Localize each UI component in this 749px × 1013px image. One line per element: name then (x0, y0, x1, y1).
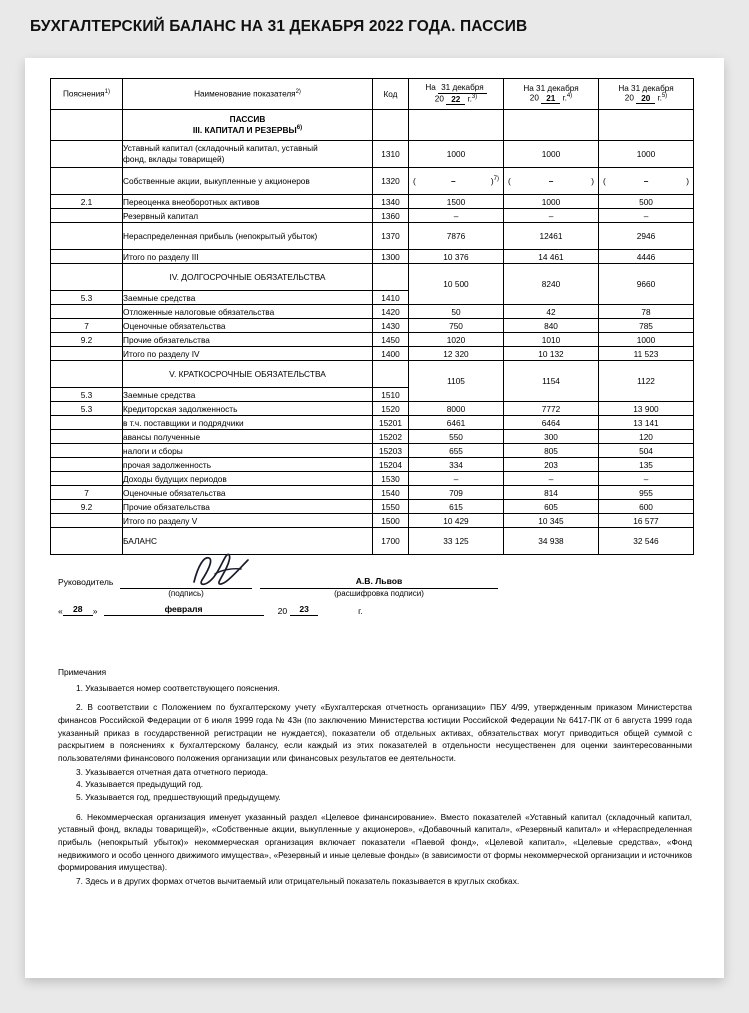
year-suffix: г. (358, 606, 363, 616)
cell-explanation: 5.3 (51, 388, 123, 402)
cell-code-spacer (373, 110, 409, 141)
notes-heading: Примечания (58, 667, 107, 677)
cell-code: 1520 (373, 402, 409, 416)
cell-code: 15202 (373, 430, 409, 444)
cell-explanation (51, 264, 123, 291)
cell-value-2: 42 (504, 305, 599, 319)
table-row (51, 472, 694, 486)
header-date-col-3: На 31 декабря 20 20 г.$^{5)}$ (599, 79, 694, 110)
cell-value-3: ( – ) (599, 168, 694, 195)
cell-indicator-name: Отложенные налоговые обязательства (123, 305, 373, 319)
cell-explanation (51, 250, 123, 264)
cell-value-2: 300 (504, 430, 599, 444)
section-3-title: III. КАПИТАЛ И РЕЗЕРВЫ$^{6)}$ (192, 124, 303, 135)
day-field[interactable]: 28 (63, 604, 93, 616)
note-2: 2. В соответствии с Положением по бухгалтерскому учету «Бухгалтерская отчетность организации» ПБУ 4/99, утвержденным приказом Министерства финансов Российской Федерации от 6 июля 1999 года № 43н (по заключению Министерства юстиции Российской Федерации № 6417-ПК от 6 августа 1999 года указанный приказ в государственной регистрации не нуждается), показатели об отдельных активах, обязательствах могут приводиться общей суммой с раскрытием в пояснениях к бухгалтерскому балансу, если каждый из этих показателей в отдельности несущественен для оценки заинтересованными пользователями финансового положения организации или финансовых результатов ее деятельности. (58, 702, 692, 764)
cell-code: 1340 (373, 195, 409, 209)
month-field[interactable]: февраля (104, 604, 264, 616)
cell-explanation (51, 141, 123, 168)
cell-indicator-name: авансы полученные (123, 430, 373, 444)
cell-code: 1320 (373, 168, 409, 195)
quote-open: « (58, 606, 63, 616)
cell-code: 1370 (373, 223, 409, 250)
cell-value-1: 334 (409, 458, 504, 472)
note-6: 6. Некоммерческая организация именует указанный раздел «Целевое финансирование». Вместо показателей «Уставный капитал (складочный капитал, уставный фонд, вклады товарищей)», «Собственные акции, выкупленные у акционеров», «Добавочный капитал», «Резервный капитал» и «Нераспределенная прибыль (непокрытый убыток)» некоммерческая организация включает показатели «Паевой фонд», «Целевой капитал», «Целевые средства», «Фонд недвижимого и особо ценного движимого имущества», «Резервный и иные целевые фонды» (в зависимости от формы некоммерческой организации и источников формирования имущества). (58, 811, 693, 873)
cell-indicator-name: Кредиторская задолженность (123, 402, 373, 416)
cell-indicator-name: Собственные акции, выкупленные у акционеров (123, 168, 373, 195)
cell-explanation (51, 472, 123, 486)
cell-explanation (51, 361, 123, 388)
cell-explanation (51, 458, 123, 472)
handwritten-signature-icon (188, 552, 258, 588)
cell-value-2: 12461 (504, 223, 599, 250)
cell-value-3: 11 523 (599, 347, 694, 361)
table-row (51, 416, 694, 430)
cell-indicator-name: Оценочные обязательства (123, 319, 373, 333)
cell-value-2: 1010 (504, 333, 599, 347)
cell-code: 15204 (373, 458, 409, 472)
cell-code: 1360 (373, 209, 409, 223)
cell-indicator-name: Прочие обязательства (123, 500, 373, 514)
year-prefix: 20 (277, 606, 288, 616)
note-7: 7. Здесь и в других формах отчетов вычитаемый или отрицательный показатель показывается в круглых скобках. (76, 876, 520, 887)
cell-value-1: 550 (409, 430, 504, 444)
table-row (51, 458, 694, 472)
cell-value-3: 16 577 (599, 514, 694, 528)
cell-value-2: 34 938 (504, 528, 599, 555)
notes-section (58, 666, 692, 888)
signature-name-line (260, 566, 498, 589)
cell-explanation (51, 444, 123, 458)
table-row (51, 195, 694, 209)
caption-spacer (58, 589, 120, 598)
table-row (51, 528, 694, 555)
cell-value-1: 615 (409, 500, 504, 514)
cell-value-3: 13 900 (599, 402, 694, 416)
table-header (51, 79, 694, 110)
cell-code: 1300 (373, 250, 409, 264)
cell-indicator-name: Переоценка внеоборотных активов (123, 195, 373, 209)
cell-value-spacer-1 (409, 110, 504, 141)
section-4-title: IV. ДОЛГОСРОЧНЫЕ ОБЯЗАТЕЛЬСТВА (123, 264, 373, 291)
cell-value-3: 78 (599, 305, 694, 319)
cell-value-2: 14 461 (504, 250, 599, 264)
cell-value-1: 10 500 (409, 264, 504, 305)
cell-indicator-name: Итого по разделу III (123, 250, 373, 264)
cell-value-3: 1122 (599, 361, 694, 402)
cell-value-2: 1000 (504, 141, 599, 168)
cell-code: 15203 (373, 444, 409, 458)
cell-value-1: – (409, 209, 504, 223)
cell-value-1: 50 (409, 305, 504, 319)
cell-code: 1430 (373, 319, 409, 333)
cell-value-1: 1105 (409, 361, 504, 402)
cell-code: 1420 (373, 305, 409, 319)
cell-value-2: 1000 (504, 195, 599, 209)
table-row (51, 209, 694, 223)
table-row (51, 500, 694, 514)
passiv-label: ПАССИВ (229, 114, 266, 125)
cell-code: 15201 (373, 416, 409, 430)
table-row (51, 264, 694, 291)
cell-value-2: – (504, 209, 599, 223)
header-explanations: Пояснения$^{1)}$ (51, 79, 123, 110)
cell-value-1: ( – )$^{7)}$ (409, 168, 504, 195)
table-row (51, 486, 694, 500)
name-caption: (расшифровка подписи) (334, 589, 424, 598)
cell-value-3: 9660 (599, 264, 694, 305)
signature-role-label: Руководитель (58, 577, 114, 587)
cell-value-3: 120 (599, 430, 694, 444)
cell-indicator-name: Заемные средства (123, 388, 373, 402)
cell-indicator-name: прочая задолженность (123, 458, 373, 472)
cell-value-1: 1500 (409, 195, 504, 209)
table-row (51, 430, 694, 444)
cell-explanation (51, 347, 123, 361)
cell-value-spacer-3 (599, 110, 694, 141)
cell-explanation: 2.1 (51, 195, 123, 209)
signature-block (58, 566, 678, 616)
cell-value-2: 1154 (504, 361, 599, 402)
cell-value-2: ( – ) (504, 168, 599, 195)
table-row (51, 168, 694, 195)
cell-indicator-name: налоги и сборы (123, 444, 373, 458)
cell-explanation (51, 305, 123, 319)
cell-value-2: 805 (504, 444, 599, 458)
note-5: 5. Указывается год, предшествующий предыдущему. (76, 792, 281, 803)
cell-indicator-name: в т.ч. поставщики и подрядчики (123, 416, 373, 430)
cell-value-3: 135 (599, 458, 694, 472)
cell-indicator-name: Заемные средства (123, 291, 373, 305)
document-page (25, 58, 724, 978)
cell-value-1: 6461 (409, 416, 504, 430)
page-title: БУХГАЛТЕРСКИЙ БАЛАНС НА 31 ДЕКАБРЯ 2022 ГОДА. ПАССИВ (30, 18, 528, 35)
cell-value-3: – (599, 472, 694, 486)
cell-code: 1510 (373, 388, 409, 402)
cell-value-3: – (599, 209, 694, 223)
cell-indicator-name: Итого по разделу V (123, 514, 373, 528)
cell-value-2: 7772 (504, 402, 599, 416)
cell-value-2: 10 345 (504, 514, 599, 528)
cell-indicator-name: Уставный капитал (складочный капитал, уставный фонд, вклады товарищей) (123, 141, 373, 168)
cell-code: 1530 (373, 472, 409, 486)
header-date-col-1: На 31 декабря 20 22 г.$^{3)}$ (409, 79, 504, 110)
cell-value-3: 504 (599, 444, 694, 458)
cell-value-1: 750 (409, 319, 504, 333)
table-row (51, 250, 694, 264)
cell-indicator-name: Прочие обязательства (123, 333, 373, 347)
header-code: Код (373, 79, 409, 110)
cell-indicator-name: Резервный капитал (123, 209, 373, 223)
quote-close: » (92, 606, 98, 616)
cell-explanation: 5.3 (51, 291, 123, 305)
cell-explanation (51, 223, 123, 250)
cell-explanation (51, 110, 123, 141)
cell-explanation: 7 (51, 319, 123, 333)
cell-value-1: 655 (409, 444, 504, 458)
cell-value-3: 785 (599, 319, 694, 333)
cell-value-2: 10 132 (504, 347, 599, 361)
note-1: 1. Указывается номер соответствующего пояснения. (76, 682, 280, 693)
cell-explanation (51, 168, 123, 195)
cell-code: 1550 (373, 500, 409, 514)
table-row (51, 333, 694, 347)
cell-explanation (51, 528, 123, 555)
year-field[interactable]: 23 (290, 604, 318, 616)
cell-code: 1400 (373, 347, 409, 361)
cell-code-spacer (373, 264, 409, 291)
table-row (51, 305, 694, 319)
cell-value-2: 605 (504, 500, 599, 514)
cell-code: 1450 (373, 333, 409, 347)
cell-code-spacer (373, 361, 409, 388)
cell-value-1: 12 320 (409, 347, 504, 361)
table-body (51, 110, 694, 555)
cell-value-1: 1000 (409, 141, 504, 168)
table-row (51, 361, 694, 388)
date-row (58, 604, 678, 616)
cell-indicator-name: Нераспределенная прибыль (непокрытый убыток) (123, 223, 373, 250)
cell-value-2: 814 (504, 486, 599, 500)
cell-code: 1700 (373, 528, 409, 555)
table-row (51, 110, 694, 141)
signer-name: А.В. Львов (355, 576, 403, 586)
cell-indicator-name: БАЛАНС (123, 528, 373, 555)
cell-explanation: 7 (51, 486, 123, 500)
cell-value-1: – (409, 472, 504, 486)
cell-value-3: 4446 (599, 250, 694, 264)
cell-value-1: 8000 (409, 402, 504, 416)
table-row (51, 402, 694, 416)
cell-value-1: 33 125 (409, 528, 504, 555)
cell-code: 1540 (373, 486, 409, 500)
table-row (51, 514, 694, 528)
cell-value-2: 203 (504, 458, 599, 472)
cell-value-2: 6464 (504, 416, 599, 430)
cell-value-3: 500 (599, 195, 694, 209)
cell-value-3: 955 (599, 486, 694, 500)
cell-value-2: – (504, 472, 599, 486)
cell-value-1: 709 (409, 486, 504, 500)
table-row (51, 347, 694, 361)
cell-value-2: 840 (504, 319, 599, 333)
section-5-title: V. КРАТКОСРОЧНЫЕ ОБЯЗАТЕЛЬСТВА (123, 361, 373, 388)
table-row (51, 444, 694, 458)
note-3: 3. Указывается отчетная дата отчетного периода. (76, 766, 269, 777)
cell-value-1: 7876 (409, 223, 504, 250)
table-row (51, 319, 694, 333)
cell-explanation: 9.2 (51, 333, 123, 347)
cell-value-2: 8240 (504, 264, 599, 305)
cell-explanation (51, 430, 123, 444)
note-4: 4. Указывается предыдущий год. (76, 779, 204, 790)
cell-explanation (51, 514, 123, 528)
cell-value-1: 1020 (409, 333, 504, 347)
cell-value-spacer-2 (504, 110, 599, 141)
cell-value-3: 1000 (599, 141, 694, 168)
cell-value-1: 10 376 (409, 250, 504, 264)
cell-explanation: 5.3 (51, 402, 123, 416)
cell-code: 1500 (373, 514, 409, 528)
cell-value-3: 13 141 (599, 416, 694, 430)
cell-value-3: 32 546 (599, 528, 694, 555)
table-row (51, 141, 694, 168)
cell-value-3: 600 (599, 500, 694, 514)
cell-explanation: 9.2 (51, 500, 123, 514)
cell-code: 1410 (373, 291, 409, 305)
cell-value-3: 2946 (599, 223, 694, 250)
cell-indicator-name: Оценочные обязательства (123, 486, 373, 500)
cell-value-1: 10 429 (409, 514, 504, 528)
cell-explanation (51, 209, 123, 223)
cell-section3-heading (123, 110, 373, 141)
signature-caption: (подпись) (168, 589, 204, 598)
signature-line[interactable] (120, 566, 252, 589)
cell-explanation (51, 416, 123, 430)
balance-sheet-table (50, 78, 694, 555)
header-indicator-name: Наименование показателя$^{2)}$ (123, 79, 373, 110)
table-row (51, 223, 694, 250)
cell-indicator-name: Итого по разделу IV (123, 347, 373, 361)
cell-code: 1310 (373, 141, 409, 168)
cell-value-3: 1000 (599, 333, 694, 347)
header-date-col-2: На 31 декабря 20 21 г.$^{4)}$ (504, 79, 599, 110)
cell-indicator-name: Доходы будущих периодов (123, 472, 373, 486)
